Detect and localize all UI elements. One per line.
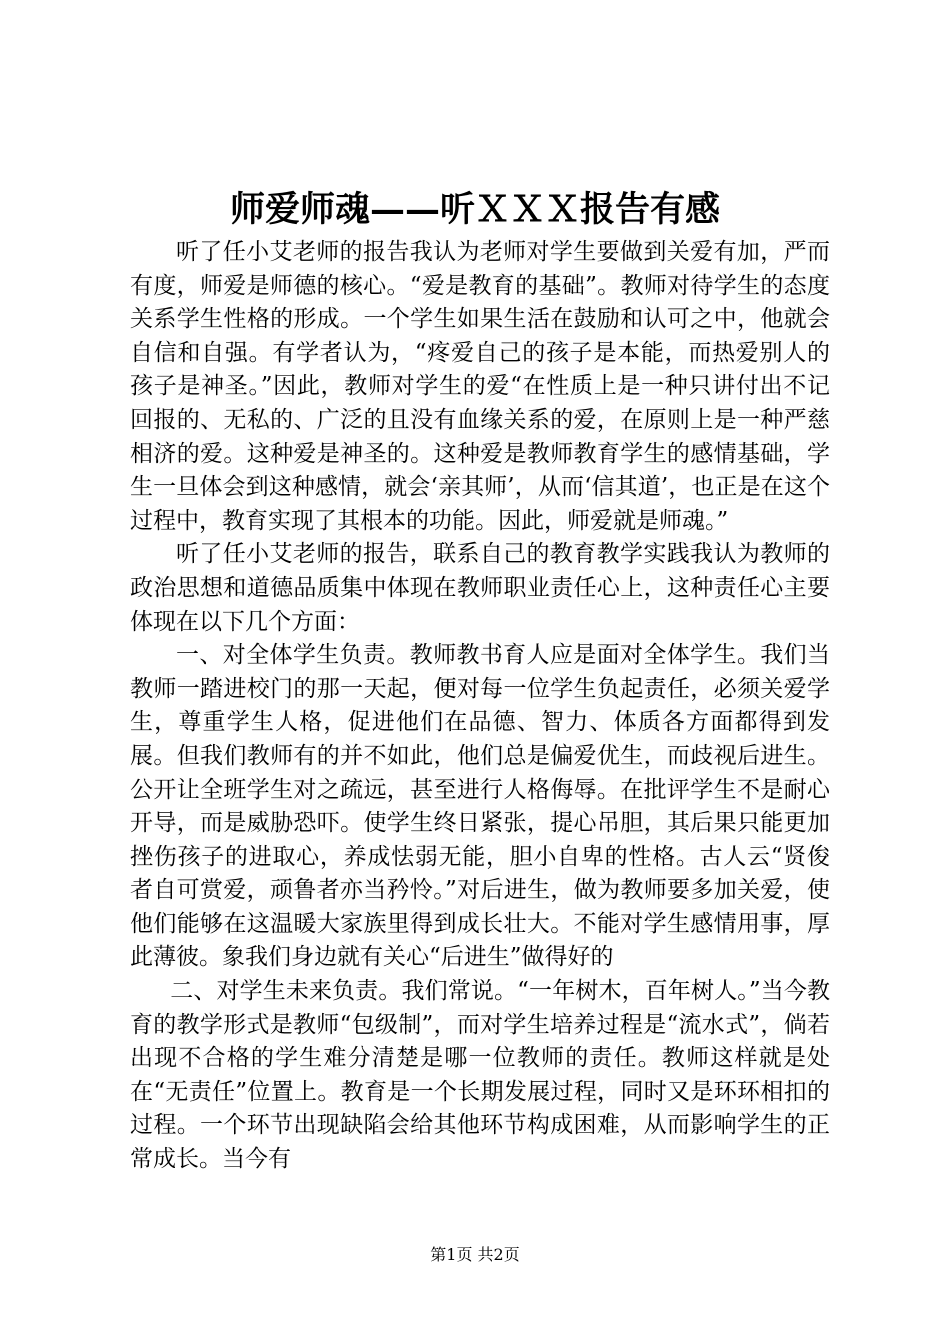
page-footer: 第1页 共2页 xyxy=(430,1245,520,1264)
document-body xyxy=(130,236,830,1177)
paragraph-2: 听了任小艾老师的报告，联系自己的教育教学实践我认为教师的政治思想和道德品质集中体现在教师职业责任心上，这种责任心主要体现在以下几个方面： xyxy=(130,541,830,635)
paragraph-3: 一、对全体学生负责。教师教书育人应是面对全体学生。我们当教师一踏进校门的那一天起，便对每一位学生负起责任，必须关爱学生，尊重学生人格，促进他们在品德、智力、体质各方面都得到发展。但我们教师有的并不如此，他们总是偏爱优生，而歧视后进生。公开让全班学生对之疏远，甚至进行人格侮辱。在批评学生不是耐心开导，而是威胁恐吓。使学生终日紧张，提心吊胆，其后果只能更加挫伤孩子的进取心，养成怯弱无能，胆小自卑的性格。古人云“贤俊者自可赏爱，顽鲁者亦当矜怜。”对后进生，做为教师要多加关爱，使他们能够在这温暖大家族里得到成长壮大。不能对学生感情用事，厚此薄彼。象我们身边就有关心“后进生”做得好的 xyxy=(130,642,830,971)
paragraph-1: 听了任小艾老师的报告我认为老师对学生要做到关爱有加，严而有度，师爱是师德的核心。“爱是教育的基础”。教师对待学生的态度关系学生性格的形成。一个学生如果生活在鼓励和认可之中，他就会自信和自强。有学者认为，“疼爱自己的孩子是本能，而热爱别人的孩子是神圣。”因此，教师对学生的爱“在性质上是一种只讲付出不记回报的、无私的、广泛的且没有血缘关系的爱，在原则上是一种严慈相济的爱。这种爱是神圣的。这种爱是教师教育学生的感情基础，学生一旦体会到这种感情，就会‘亲其师’，从而‘信其道’，也正是在这个过程中，教育实现了其根本的功能。因此，师爱就是师魂。” xyxy=(130,239,830,534)
document-title: 师爱师魂——听ＸＸＸ报告有感 xyxy=(229,189,720,230)
paragraph-4: 二、对学生未来负责。我们常说。“一年树木，百年树人。”当今教育的教学形式是教师“包级制”，而对学生培养过程是“流水式”，倘若出现不合格的学生难分清楚是哪一位教师的责任。教师这样就是处在“无责任”位置上。教育是一个长期发展过程，同时又是环环相扣的过程。一个环节出现缺陷会给其他环节构成困难，从而影响学生的正常成长。当今有 xyxy=(130,978,830,1173)
